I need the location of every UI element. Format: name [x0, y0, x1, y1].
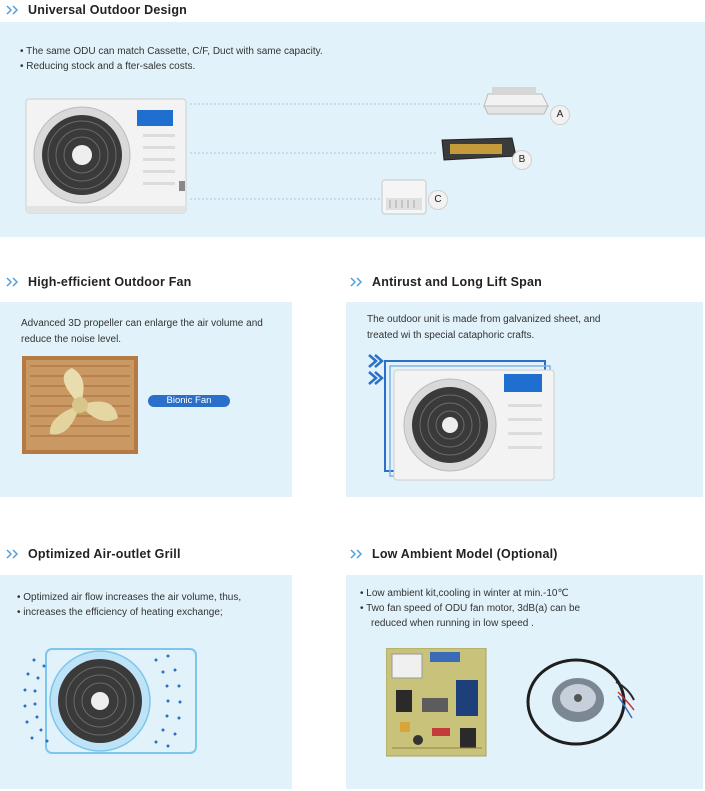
unit-label-b: B [512, 150, 532, 170]
section-title-text: Antirust and Long Lift Span [372, 275, 542, 289]
cassette-unit-image [482, 84, 552, 118]
list-item: • Low ambient kit,cooling in winter at min.-10℃ [360, 588, 569, 599]
air-outlet-grill-image [20, 646, 210, 758]
control-board-image [386, 648, 488, 758]
antirust-description: The outdoor unit is made from galvanized sheet, and treated wi th special cataphoric crafts. [367, 314, 601, 341]
list-item: • increases the efficiency of heating exchange; [17, 607, 223, 618]
list-item: • Optimized air flow increases the air volume, thus, [17, 592, 242, 603]
bionic-fan-badge: Bionic Fan [148, 395, 230, 407]
fan-motor-image [526, 652, 638, 748]
section-title-text: Low Ambient Model (Optional) [372, 547, 558, 561]
double-chevron-right-icon [6, 5, 20, 15]
section-title-fan [6, 275, 192, 289]
grill-bullets [17, 590, 241, 620]
list-item-continuation: reduced when running in low speed . [371, 618, 534, 629]
section-title-text: High-efficient Outdoor Fan [28, 275, 192, 289]
double-chevron-right-icon [350, 277, 364, 287]
list-item: • The same ODU can match Cassette, C/F, Duct with same capacity. [20, 46, 323, 57]
section-title-antirust [350, 275, 542, 289]
section-title-text: Optimized Air-outlet Grill [28, 547, 181, 561]
outdoor-unit-layers-image [384, 360, 556, 482]
unit-label-a: A [550, 105, 570, 125]
bionic-fan-image [22, 356, 138, 454]
unit-label-c: C [428, 190, 448, 210]
section-title-grill [6, 547, 181, 561]
list-item: • Two fan speed of ODU fan motor, 3dB(a) can be [360, 603, 581, 614]
section-title-low-ambient [350, 547, 558, 561]
section-title-text: Universal Outdoor Design [28, 3, 187, 17]
double-chevron-right-icon [6, 277, 20, 287]
low-ambient-bullets [360, 586, 580, 631]
fan-description: Advanced 3D propeller can enlarge the air volume and reduce the noise level. [21, 318, 263, 345]
list-item: • Reducing stock and a fter-sales costs. [20, 61, 196, 72]
universal-bullets [20, 44, 323, 74]
double-chevron-right-icon [6, 549, 20, 559]
floor-ceiling-unit-image [380, 178, 430, 218]
double-chevron-right-icon [366, 352, 386, 388]
section-title-universal [6, 3, 187, 17]
double-chevron-right-icon [350, 549, 364, 559]
duct-unit-image [438, 136, 518, 166]
outdoor-unit-image [25, 98, 190, 216]
